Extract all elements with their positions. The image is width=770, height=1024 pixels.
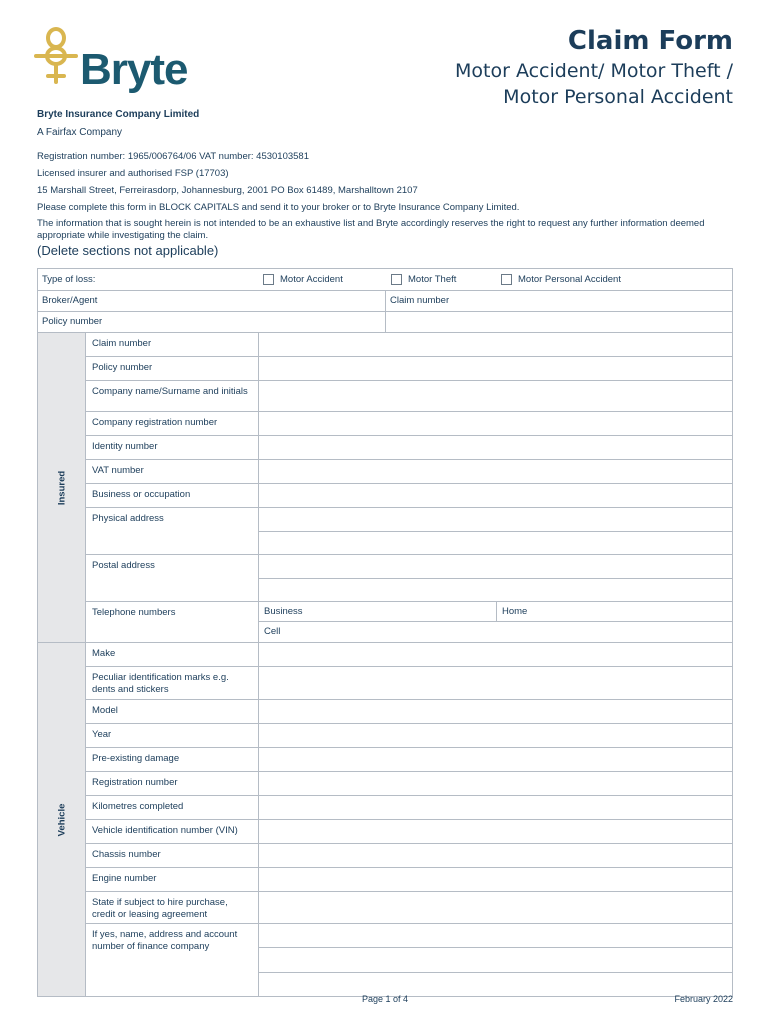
chassis-input[interactable] [259,844,732,867]
finance-company-line3[interactable] [259,973,732,996]
tel-cell-field[interactable]: Cell [264,626,281,637]
policy-number-field[interactable]: Policy number [38,312,386,332]
registration-row: Registration number [86,772,732,796]
insured-claim-number-row: Claim number [86,333,732,357]
km-row: Kilometres completed [86,796,732,820]
checkbox-icon[interactable] [263,274,274,285]
physical-address-row: Physical address [86,508,732,555]
company-reg-input[interactable] [259,412,732,435]
make-row: Make [86,643,732,667]
broker-row [38,291,732,312]
info-block [37,148,737,242]
vehicle-section [38,643,732,996]
km-input[interactable] [259,796,732,819]
tel-home-field[interactable]: Home [502,606,528,617]
identity-row: Identity number [86,436,732,460]
insured-policy-number-row: Policy number [86,357,732,381]
insured-claim-number-input[interactable] [259,333,732,356]
registration-text: Registration number: 1965/006764/06 VAT number: 4530103581 [37,151,309,162]
identity-input[interactable] [259,436,732,459]
claim-form-table [37,268,733,997]
damage-input[interactable] [259,748,732,771]
page-subtitle-line2: Motor Personal Accident [503,86,733,108]
insured-section [38,333,732,643]
postal-address-line2[interactable] [259,579,732,602]
business-row: Business or occupation [86,484,732,508]
marks-row: Peculiar identification marks e.g. dents and stickers [86,667,732,700]
engine-row: Engine number [86,868,732,892]
postal-address-line1[interactable] [259,555,732,579]
title-block [455,26,733,110]
registration-input[interactable] [259,772,732,795]
postal-address-row: Postal address [86,555,732,602]
bryte-logo [34,26,214,96]
model-row: Model [86,700,732,724]
company-parent: A Fairfax Company [37,127,123,138]
checkbox-icon[interactable] [501,274,512,285]
company-reg-row: Company registration number [86,412,732,436]
page-title: Claim Form [567,26,733,56]
fsp-text: Licensed insurer and authorised FSP (17703) [37,168,229,179]
motor-theft-checkbox[interactable]: Motor Theft [391,269,477,290]
company-name-row: Company name/Surname and initials [86,381,732,412]
make-input[interactable] [259,643,732,666]
page-subtitle-line1: Motor Accident/ Motor Theft / [455,60,733,82]
finance-company-line2[interactable] [259,948,732,972]
year-row: Year [86,724,732,748]
delete-sections-note: (Delete sections not applicable) [37,243,219,258]
vat-input[interactable] [259,460,732,483]
year-input[interactable] [259,724,732,747]
bryte-knot-icon [34,26,78,86]
physical-address-line1[interactable] [259,508,732,532]
telephone-row: Telephone numbers Business Home Cell [86,602,732,642]
finance-company-line1[interactable] [259,924,732,948]
business-input[interactable] [259,484,732,507]
bryte-wordmark: Bryte [80,45,188,94]
checkbox-icon[interactable] [391,274,402,285]
company-name: Bryte Insurance Company Limited [37,109,200,120]
finance-company-row: If yes, name, address and account number of finance company [86,924,732,996]
physical-address-line2[interactable] [259,532,732,555]
motor-personal-accident-checkbox[interactable]: Motor Personal Accident [501,269,621,290]
motor-accident-checkbox[interactable]: Motor Accident [263,269,367,290]
company-info [37,106,199,141]
policy-number-value[interactable] [386,312,732,332]
disclaimer-text: The information that is sought herein is not intended to be an exhaustive list and Bryte accordingly reserves the right to request any further information deemed appropriate while investigating the claim. [37,218,705,241]
company-name-input[interactable] [259,381,732,411]
insured-section-label: Insured [38,333,86,642]
broker-field[interactable]: Broker/Agent [38,291,386,311]
type-of-loss-label: Type of loss: [42,274,96,285]
policy-row [38,312,732,333]
insured-policy-number-input[interactable] [259,357,732,380]
damage-row: Pre-existing damage [86,748,732,772]
address-text: 15 Marshall Street, Ferreirasdorp, Johannesburg, 2001 PO Box 61489, Marshalltown 2107 [37,185,418,196]
claim-number-field[interactable]: Claim number [390,295,450,306]
vin-input[interactable] [259,820,732,843]
vat-row: VAT number [86,460,732,484]
marks-input[interactable] [259,667,732,699]
vin-row: Vehicle identification number (VIN) [86,820,732,844]
engine-input[interactable] [259,868,732,891]
tel-business-field[interactable]: Business [259,602,497,621]
instruction-text: Please complete this form in BLOCK CAPITALS and send it to your broker or to Bryte Insurance Company Limited. [37,202,520,213]
page-number: Page 1 of 4 [361,994,409,1004]
model-input[interactable] [259,700,732,723]
hire-purchase-row: State if subject to hire purchase, credit or leasing agreement [86,892,732,924]
chassis-row: Chassis number [86,844,732,868]
type-of-loss-row [38,269,732,291]
vehicle-section-label: Vehicle [38,643,86,996]
footer-date: February 2022 [674,994,733,1004]
hire-purchase-input[interactable] [259,892,732,923]
